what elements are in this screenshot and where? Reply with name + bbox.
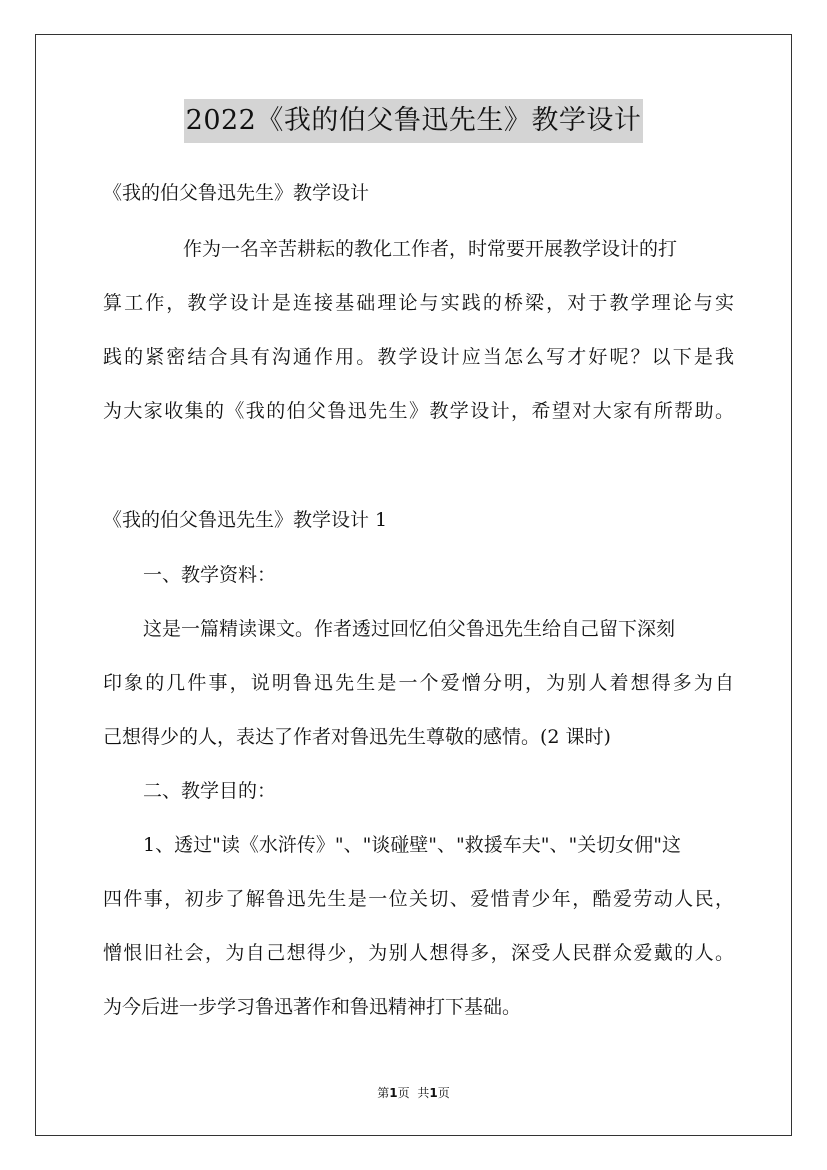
section-heading: 《我的伯父鲁迅先生》教学设计 1: [103, 509, 388, 531]
paragraph-line: 印象的几件事，说明鲁迅先生是一个爱憎分明，为别人着想得多为自: [103, 672, 734, 694]
page-footer: [0, 1084, 827, 1101]
paragraph-line: 憎恨旧社会，为自己想得少，为别人想得多，深受人民群众爱戴的人。: [103, 942, 734, 964]
paragraph-line: 为今后进一步学习鲁迅著作和鲁迅精神打下基础。: [103, 996, 522, 1018]
paragraph-line: 算工作，教学设计是连接基础理论与实践的桥梁，对于教学理论与实: [103, 292, 734, 314]
paragraph-line: 己想得少的人，表达了作者对鲁迅先生尊敬的感情。(2 课时): [103, 726, 611, 748]
paragraph-line: 为大家收集的《我的伯父鲁迅先生》教学设计，希望对大家有所帮助。: [103, 400, 734, 422]
subsection-heading: 一、教学资料：: [143, 564, 277, 586]
paragraph-line: 四件事，初步了解鲁迅先生是一位关切、爱惜青少年，酷爱劳动人民，: [103, 888, 734, 910]
subsection-heading: 二、教学目的：: [143, 780, 277, 802]
total-pages: 1: [429, 1086, 438, 1100]
paragraph-line: 作为一名辛苦耕耘的教化工作者，时常要开展教学设计的打: [183, 238, 678, 260]
total-unit: 页: [437, 1086, 450, 1100]
paragraph-line: 这是一篇精读课文。作者透过回忆伯父鲁迅先生给自己留下深刻: [143, 618, 676, 640]
paragraph-line: 践的紧密结合具有沟通作用。教学设计应当怎么写才好呢？以下是我: [103, 346, 734, 368]
page-number: 1: [389, 1086, 398, 1100]
paragraph-line: 1、透过"读《水浒传》"、"谈碰壁"、"救援车夫"、"关切女佣"这: [143, 834, 682, 856]
total-prefix: 共: [417, 1086, 430, 1100]
subtitle-line: 《我的伯父鲁迅先生》教学设计: [103, 182, 370, 204]
document-title: 2022《我的伯父鲁迅先生》教学设计: [184, 99, 644, 143]
title-container: [0, 99, 827, 143]
page-prefix: 第: [377, 1086, 390, 1100]
page-unit: 页: [397, 1086, 410, 1100]
